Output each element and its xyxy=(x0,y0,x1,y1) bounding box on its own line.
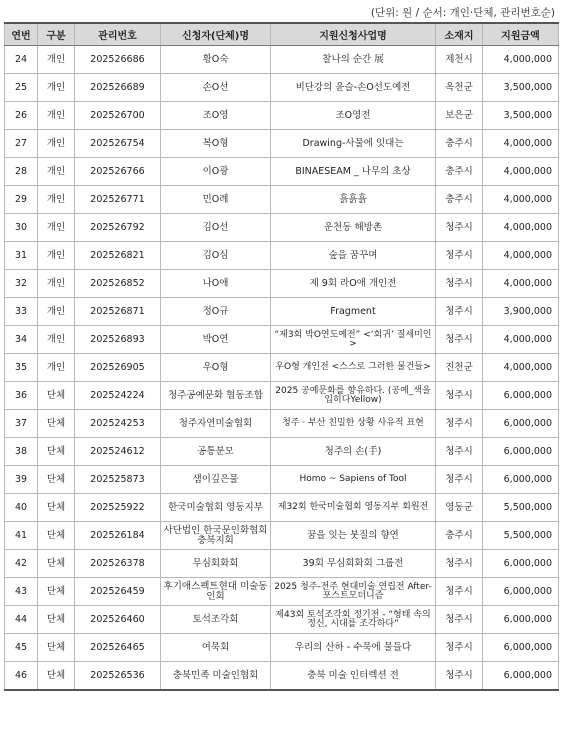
row-amount: 4,000,000 xyxy=(483,354,559,382)
row-applicant: 샘이깊은물 xyxy=(161,466,271,494)
row-project: 흙흙흙 xyxy=(271,186,436,214)
row-id: 202525873 xyxy=(75,466,161,494)
table-row xyxy=(5,438,559,466)
row-id: 202524612 xyxy=(75,438,161,466)
row-type: 단체 xyxy=(38,662,75,691)
table-row xyxy=(5,214,559,242)
row-project: Drawing-사물에 잇대는 xyxy=(271,130,436,158)
row-amount: 6,000,000 xyxy=(483,438,559,466)
row-id: 202524253 xyxy=(75,410,161,438)
col-header-amount: 지원금액 xyxy=(483,23,559,46)
row-no: 36 xyxy=(5,382,38,410)
table-row xyxy=(5,326,559,354)
col-header-type: 구분 xyxy=(38,23,75,46)
row-amount: 3,900,000 xyxy=(483,298,559,326)
row-id: 202526821 xyxy=(75,242,161,270)
row-applicant: 우O형 xyxy=(161,354,271,382)
row-project: Homo ~ Sapiens of Tool xyxy=(271,466,436,494)
row-type: 단체 xyxy=(38,634,75,662)
row-id: 202526536 xyxy=(75,662,161,691)
row-id: 202526378 xyxy=(75,550,161,578)
row-no: 42 xyxy=(5,550,38,578)
row-region: 청주시 xyxy=(436,578,483,606)
row-id: 202526792 xyxy=(75,214,161,242)
row-region: 진천군 xyxy=(436,354,483,382)
row-type: 단체 xyxy=(38,410,75,438)
row-applicant: 복O형 xyxy=(161,130,271,158)
row-no: 40 xyxy=(5,494,38,522)
row-region: 청주시 xyxy=(436,550,483,578)
row-id: 202526465 xyxy=(75,634,161,662)
row-project: 2025 공예문화를 향유하다. (공예_색을입히다Yellow) xyxy=(271,382,436,410)
row-project: 제32회 한국미술협회 영동지부 회원전 xyxy=(271,494,436,522)
table-row xyxy=(5,46,559,74)
row-no: 24 xyxy=(5,46,38,74)
row-amount: 4,000,000 xyxy=(483,270,559,298)
row-applicant: 공통분모 xyxy=(161,438,271,466)
row-type: 개인 xyxy=(38,74,75,102)
row-no: 33 xyxy=(5,298,38,326)
row-project: 운천동 해방촌 xyxy=(271,214,436,242)
row-amount: 3,500,000 xyxy=(483,74,559,102)
row-applicant: 박O연 xyxy=(161,326,271,354)
row-region: 청주시 xyxy=(436,298,483,326)
unit-note: (단위: 원 / 순서: 개인·단체, 관리번호순) xyxy=(370,7,555,19)
table-row xyxy=(5,550,559,578)
row-applicant: 나O애 xyxy=(161,270,271,298)
row-region: 충주시 xyxy=(436,186,483,214)
row-amount: 4,000,000 xyxy=(483,214,559,242)
row-applicant: 청주자연미술협회 xyxy=(161,410,271,438)
row-amount: 4,000,000 xyxy=(483,130,559,158)
row-applicant: 한국미술협회 영동지부 xyxy=(161,494,271,522)
col-header-project: 지원신청사업명 xyxy=(271,23,436,46)
col-header-no: 연번 xyxy=(5,23,38,46)
table-row xyxy=(5,130,559,158)
row-project: “제3회 박O연도예전” <‘회귀’ 질세미인> xyxy=(271,326,436,354)
row-no: 32 xyxy=(5,270,38,298)
row-applicant: 김O심 xyxy=(161,242,271,270)
row-region: 청주시 xyxy=(436,214,483,242)
row-applicant: 이O광 xyxy=(161,158,271,186)
table-row xyxy=(5,662,559,691)
row-id: 202524224 xyxy=(75,382,161,410)
col-header-region: 소재지 xyxy=(436,23,483,46)
row-region: 청주시 xyxy=(436,242,483,270)
row-amount: 5,500,000 xyxy=(483,522,559,550)
row-no: 37 xyxy=(5,410,38,438)
row-project: 조O영전 xyxy=(271,102,436,130)
row-amount: 6,000,000 xyxy=(483,634,559,662)
row-no: 29 xyxy=(5,186,38,214)
table-row xyxy=(5,466,559,494)
row-project: 숲을 꿈꾸며 xyxy=(271,242,436,270)
row-id: 202526871 xyxy=(75,298,161,326)
table-row xyxy=(5,494,559,522)
row-applicant: 민O례 xyxy=(161,186,271,214)
row-region: 청주시 xyxy=(436,326,483,354)
row-amount: 6,000,000 xyxy=(483,382,559,410)
row-amount: 6,000,000 xyxy=(483,578,559,606)
row-amount: 6,000,000 xyxy=(483,662,559,691)
row-region: 청주시 xyxy=(436,382,483,410)
row-region: 옥천군 xyxy=(436,74,483,102)
row-no: 35 xyxy=(5,354,38,382)
row-no: 44 xyxy=(5,606,38,634)
row-type: 단체 xyxy=(38,578,75,606)
row-project: 우리의 산하 - 수묵에 물들다 xyxy=(271,634,436,662)
table-row xyxy=(5,354,559,382)
row-region: 청주시 xyxy=(436,410,483,438)
table-row xyxy=(5,242,559,270)
table-row xyxy=(5,382,559,410)
row-id: 202526754 xyxy=(75,130,161,158)
table-row xyxy=(5,102,559,130)
row-applicant: 손O선 xyxy=(161,74,271,102)
table-row xyxy=(5,634,559,662)
row-project: 2025 청주-전주 현대미술 연립전 After-포스트모더니즘 xyxy=(271,578,436,606)
row-applicant: 여묵회 xyxy=(161,634,271,662)
row-project: Fragment xyxy=(271,298,436,326)
row-type: 단체 xyxy=(38,438,75,466)
row-applicant: 충북민족 미술인협회 xyxy=(161,662,271,691)
row-project: 비단강의 윤슬-손O선도예전 xyxy=(271,74,436,102)
row-region: 보은군 xyxy=(436,102,483,130)
row-project: BINAESEAM _ 나무의 초상 xyxy=(271,158,436,186)
row-id: 202526766 xyxy=(75,158,161,186)
row-type: 개인 xyxy=(38,186,75,214)
row-no: 34 xyxy=(5,326,38,354)
table-row xyxy=(5,298,559,326)
row-applicant: 사단법인 한국문인화협회 충북지회 xyxy=(161,522,271,550)
row-region: 청주시 xyxy=(436,466,483,494)
row-type: 개인 xyxy=(38,242,75,270)
row-id: 202526689 xyxy=(75,74,161,102)
row-no: 45 xyxy=(5,634,38,662)
row-project: 충북 미술 인터렉션 전 xyxy=(271,662,436,691)
row-no: 28 xyxy=(5,158,38,186)
row-amount: 4,000,000 xyxy=(483,326,559,354)
row-applicant: 청주공예문화 협동조합 xyxy=(161,382,271,410)
table-row xyxy=(5,186,559,214)
col-header-applicant: 신청자(단체)명 xyxy=(161,23,271,46)
row-region: 영동군 xyxy=(436,494,483,522)
row-region: 충주시 xyxy=(436,130,483,158)
row-amount: 4,000,000 xyxy=(483,242,559,270)
row-id: 202526893 xyxy=(75,326,161,354)
support-table xyxy=(4,22,559,691)
row-region: 충주시 xyxy=(436,522,483,550)
table-row xyxy=(5,578,559,606)
row-id: 202526460 xyxy=(75,606,161,634)
row-region: 제천시 xyxy=(436,46,483,74)
table-row xyxy=(5,606,559,634)
row-type: 단체 xyxy=(38,382,75,410)
table-row xyxy=(5,410,559,438)
row-no: 25 xyxy=(5,74,38,102)
row-amount: 6,000,000 xyxy=(483,410,559,438)
row-no: 31 xyxy=(5,242,38,270)
row-applicant: 조O영 xyxy=(161,102,271,130)
row-region: 충주시 xyxy=(436,158,483,186)
row-project: 꿈을 잇는 붓질의 향연 xyxy=(271,522,436,550)
row-type: 단체 xyxy=(38,606,75,634)
row-id: 202526905 xyxy=(75,354,161,382)
table-row xyxy=(5,270,559,298)
row-type: 개인 xyxy=(38,270,75,298)
row-amount: 4,000,000 xyxy=(483,158,559,186)
row-id: 202526459 xyxy=(75,578,161,606)
row-type: 개인 xyxy=(38,158,75,186)
row-amount: 5,500,000 xyxy=(483,494,559,522)
row-type: 개인 xyxy=(38,102,75,130)
row-applicant: 후기애스펙트현대 미술동인회 xyxy=(161,578,271,606)
row-id: 202526700 xyxy=(75,102,161,130)
row-amount: 6,000,000 xyxy=(483,550,559,578)
row-applicant: 정O규 xyxy=(161,298,271,326)
table-row xyxy=(5,158,559,186)
row-project: 청주의 손(手) xyxy=(271,438,436,466)
row-type: 개인 xyxy=(38,46,75,74)
row-type: 단체 xyxy=(38,550,75,578)
row-amount: 4,000,000 xyxy=(483,186,559,214)
row-type: 단체 xyxy=(38,522,75,550)
row-region: 청주시 xyxy=(436,438,483,466)
row-amount: 3,500,000 xyxy=(483,102,559,130)
col-header-id: 관리번호 xyxy=(75,23,161,46)
row-type: 개인 xyxy=(38,214,75,242)
row-region: 청주시 xyxy=(436,662,483,691)
row-amount: 6,000,000 xyxy=(483,466,559,494)
row-type: 개인 xyxy=(38,130,75,158)
row-no: 39 xyxy=(5,466,38,494)
row-applicant: 무심회화회 xyxy=(161,550,271,578)
row-type: 개인 xyxy=(38,298,75,326)
row-applicant: 김O선 xyxy=(161,214,271,242)
row-project: 제43회 토석조각회 정기전 - “형태 속의 정신, 시대를 조각하다” xyxy=(271,606,436,634)
row-id: 202526771 xyxy=(75,186,161,214)
row-applicant: 황O숙 xyxy=(161,46,271,74)
row-region: 청주시 xyxy=(436,270,483,298)
row-no: 38 xyxy=(5,438,38,466)
row-no: 27 xyxy=(5,130,38,158)
row-type: 단체 xyxy=(38,466,75,494)
row-project: 찰나의 순간 展 xyxy=(271,46,436,74)
row-no: 41 xyxy=(5,522,38,550)
row-region: 청주시 xyxy=(436,606,483,634)
row-project: 우O형 개인전 <스스로 그러한 물건들> xyxy=(271,354,436,382)
row-no: 43 xyxy=(5,578,38,606)
row-no: 46 xyxy=(5,662,38,691)
row-project: 청주 · 부산 친밀한 상황 사유적 표현 xyxy=(271,410,436,438)
row-project: 제 9회 라O애 개인전 xyxy=(271,270,436,298)
table-row xyxy=(5,74,559,102)
row-type: 개인 xyxy=(38,354,75,382)
row-id: 202525922 xyxy=(75,494,161,522)
row-amount: 6,000,000 xyxy=(483,606,559,634)
header-row xyxy=(5,23,559,46)
row-applicant: 토석조각회 xyxy=(161,606,271,634)
row-region: 청주시 xyxy=(436,634,483,662)
row-type: 단체 xyxy=(38,494,75,522)
row-no: 30 xyxy=(5,214,38,242)
row-id: 202526686 xyxy=(75,46,161,74)
row-project: 39회 무심회화회 그룹전 xyxy=(271,550,436,578)
row-id: 202526852 xyxy=(75,270,161,298)
row-no: 26 xyxy=(5,102,38,130)
row-type: 개인 xyxy=(38,326,75,354)
row-amount: 4,000,000 xyxy=(483,46,559,74)
table-row xyxy=(5,522,559,550)
row-id: 202526184 xyxy=(75,522,161,550)
